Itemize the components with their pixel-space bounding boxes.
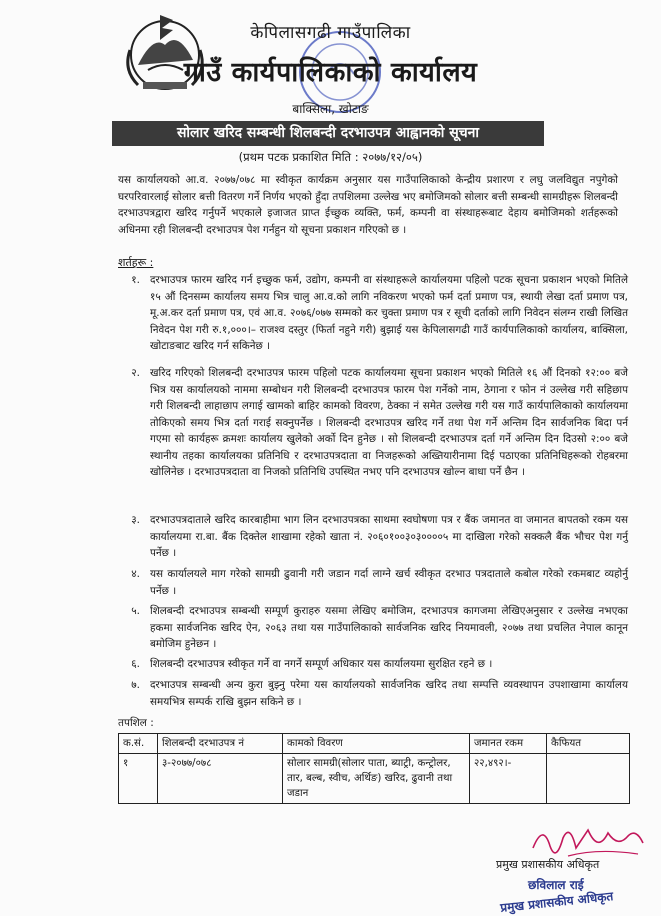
condition-number: ४. — [131, 568, 140, 580]
col-work-description-header: कामको विवरण — [283, 734, 470, 754]
condition-item — [118, 566, 628, 599]
condition-number: ३. — [131, 514, 140, 526]
condition-number: ६. — [131, 658, 140, 670]
signatory-title: प्रमुख प्रशासकीय अधिकृत — [496, 858, 600, 871]
cell-bid-number: ३-२०७७/०७८ — [158, 754, 283, 804]
details-label: तपशिल : — [118, 717, 154, 729]
col-remarks-header: कैफियत — [547, 734, 630, 754]
details-table — [118, 733, 630, 804]
condition-number: ७. — [131, 679, 140, 691]
municipality-name: केपिलासगढी गाउँपालिका — [250, 23, 411, 43]
condition-text: दरभाउपत्र फारम खरिद गर्न इच्छुक फर्म, उद्योग, कम्पनी वा संस्थाहरूले कार्यालयमा पहिलो पटक सूचना प्रकाशन भएको मितिले १५ औं दिनसम्म कार्यालय समय भित्र चालु आ.व.को लागि नविकरण भएको फर्म दर्ता प्रमाण पत्र, स्थायी लेखा दर्ता प्रमाण पत्र, मू.अ.कर दर्ता प्रमाण पत्र, एवं आ.व. २०७६/०७७ सम्मको कर चुक्ता प्रमाण पत्र र सूची दर्ताको लागि निवेदन संलग्न राखी लिखित निवेदन पेश गरी रु.१,०००।– राजश्व दस्तुर (फिर्ता नहुने गरी) बुझाई यस केपिलासगढी गाउँ कार्यपालिकाको कार्यालय, बाक्सिला, खोटाङबाट खरिद गर्न सकिनेछ । — [150, 274, 628, 352]
condition-number: २. — [131, 367, 140, 379]
table-header-row — [119, 734, 630, 754]
condition-text: शिलबन्दी दरभाउपत्र सम्बन्धी सम्पूर्ण कुराहरु यसमा लेखिए बमोजिम, दरभाउपत्र कागजमा लेखिएअनुसार र उल्लेख नभएका हकमा सार्वजनिक खरिद ऐन, २०६३ तथा यस गाउँपालिकाको सार्वजनिक खरिद नियमावली, २०७७ तथा प्रचलित नेपाल कानून बमोजिम हुनेछन । — [150, 605, 628, 650]
condition-text: दरभाउपत्र सम्बन्धी अन्य कुरा बुझ्नु परेमा यस कार्यालयको सार्वजनिक खरिद तथा सम्पत्ति व्यवस्थापन उपशाखामा कार्यालय समयभित्र सम्पर्क राखि बुझन सकिने छ । — [150, 679, 628, 708]
notice-title: सोलार खरिद सम्बन्धी शिलबन्दी दरभाउपत्र आह्वानको सूचना — [112, 121, 544, 146]
signatory-stamp: प्रमुख प्रशासकीय अधिकृत — [499, 889, 614, 915]
cell-work-description: सोलार सामग्री(सोलार पाता, ब्याट्री, कन्ट्रोलर, तार, बल्ब, स्वीच, अर्थिङ) खरिद, ढुवानी तथा जडान — [283, 754, 470, 804]
table-row — [119, 754, 630, 804]
cell-bid-security: २२,४९२।- — [470, 754, 547, 804]
condition-text: यस कार्यालयले माग गरेको सामग्री ढुवानी गरी जडान गर्दा लाग्ने खर्च स्वीकृत दरभाउ पत्रदाताले कबोल गरेको रकमबाट व्यहोर्नु पर्नेछ । — [150, 568, 628, 597]
condition-item — [118, 656, 628, 673]
condition-item — [118, 272, 628, 355]
signatory-name: छविलाल राई — [528, 878, 584, 892]
office-address: बाक्सिला, खोटाङ — [292, 102, 369, 116]
conditions-heading: शर्तहरू : — [118, 256, 154, 269]
col-serial-header: क.सं. — [119, 734, 158, 754]
publication-date: (प्रथम पटक प्रकाशित मिति : २०७७/१२/०५) — [238, 150, 423, 164]
intro-paragraph: यस कार्यालयको आ.व. २०७७/०७८ मा स्वीकृत कार्यक्रम अनुसार यस गाउँपालिकाको केन्द्रीय प्रशारण र लघु जलविद्युत नपुगेको घरपरिवारलाई सोलार बत्ती वितरण गर्ने निर्णय भएको हुँदा तपशिलमा उल्लेख भए बमोजिमको सोलार बत्ती सम्बन्धी सामग्रीहरू शिलबन्दी दरभाउपत्रद्वारा खरिद गर्नुपर्ने भएकाले इजाजत प्राप्त ईच्छुक व्यक्ति, फर्म, कम्पनी वा संस्थाहरूबाट देहाय बमोजिमको शर्तहरूको अधिनमा रही शिलबन्दी दरभाउपत्र पेश गर्नहुन यो सूचना प्रकाशन गरिएको छ । — [118, 174, 618, 236]
condition-text: दरभाउपत्रदाताले खरिद कारबाहीमा भाग लिन दरभाउपत्रका साथमा स्वघोषणा पत्र र बैंक जमानत वा जमानत बापतको रकम यस कार्यालयमा रा.बा. बैंक दिक्तेल शाखामा रहेको खाता नं. २०६०१००३०३००००५ मा दाखिला गरेको सक्कलै बैंक भौचर पेश गर्नु पर्नेछ । — [150, 514, 628, 559]
condition-item — [118, 677, 628, 710]
condition-item — [118, 603, 628, 653]
condition-text: शिलबन्दी दरभाउपत्र स्वीकृत गर्ने वा नगर्ने सम्पूर्ण अधिकार यस कार्यालयमा सुरक्षित रहने छ । — [150, 658, 493, 670]
condition-text: खरिद गरिएको शिलबन्दी दरभाउपत्र फारम पहिलो पटक कार्यालयमा सूचना प्रकाशन भएको मितिले १६ औं दिनको १२:०० बजे भित्र यस कार्यालयको नाममा सम्बोधन गरी शिलबन्दी दरभाउपत्र फारम पेश गर्नेको नाम, ठेगाना र फोन नं उल्लेख गरी सहिछाप गरी शिलबन्दी लाहाछाप लगाई खामको बाहिर कामको विवरण, ठेक्का नं समेत उल्लेख गरी यस गाउँ कार्यपालिकाको कार्यालयमा तोकिएको समय भित्र दर्ता गराई सक्नुपर्नेछ । शिलबन्दी दरभाउपत्र खरिद गर्ने तथा पेश गर्ने अन्तिम दिन सार्वजनिक बिदा पर्न गएमा सो कार्यहरू क्रमशः कार्यालय खुलेको अर्को दिन हुनेछ । सो शिलबन्दी दरभाउपत्र दर्ता गर्ने अन्तिम दिन दिउसो २:०० बजे स्थानीय तहका कार्यालयका प्रतिनिधि र दरभाउपत्रदाता वा निजहरूको अख्तियारीनामा दिई पठाएका प्रतिनिधिहरूको रोहबरमा खोलिनेछ । दरभाउपत्रदाता वा निजको प्रतिनिधि उपस्थित नभए पनि दरभाउपत्र खोल्न बाधा पर्ने छैन । — [150, 367, 628, 478]
col-bid-security-header: जमानत रकम — [470, 734, 547, 754]
condition-number: ५. — [131, 605, 140, 617]
condition-number: १. — [131, 274, 140, 286]
cell-remarks — [547, 754, 630, 804]
condition-item — [118, 512, 628, 562]
office-name: गाउँ कार्यपालिकाको कार्यालय — [183, 57, 478, 88]
cell-serial: १ — [119, 754, 158, 804]
col-bid-number-header: शिलबन्दी दरभाउपत्र नं — [158, 734, 283, 754]
condition-item — [118, 365, 628, 481]
